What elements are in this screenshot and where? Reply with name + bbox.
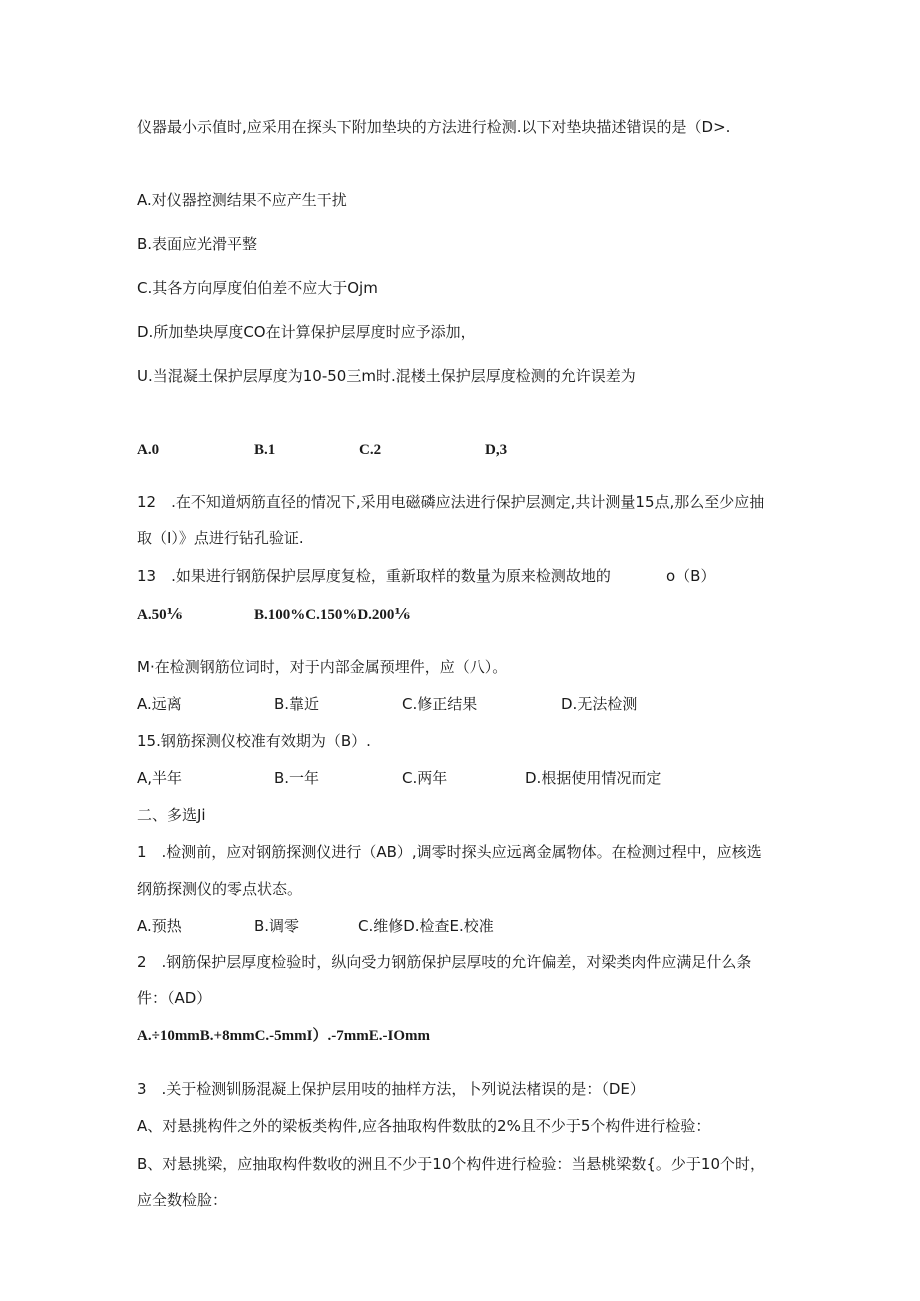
option-a: A.对仪器控测结果不应产生干扰	[137, 191, 347, 209]
question-11-stem: U.当混凝土保护层厚度为10-50三m时.混楼土保护层厚度检测的允许误差为	[137, 367, 636, 385]
question-15-stem: 15.钢筋探测仪校准有效期为（B）.	[137, 732, 371, 750]
multi-3-stem: 3 .关于检测钏肠混凝上保护层用吱的抽样方法，卜列说法楮误的是：（DE）	[137, 1080, 645, 1098]
m1-option-b: B.调零	[254, 917, 300, 935]
option-b: B.表面应光滑平整	[137, 235, 258, 253]
option-d: D.所加垫块厚度CO在计算保护层厚度时应予添加，	[137, 323, 476, 341]
question-stem: 仪器最小示值时,应采用在探头下附加垫块的方法进行检测.以下对垫块描述错误的是（D>.	[137, 118, 731, 136]
m3-option-b-line2: 应全数检脸：	[137, 1191, 228, 1209]
m1-option-a: A.预热	[137, 917, 182, 935]
question-13-stem: 13 .如果进行钢筋保护层厚度复检，重新取样的数量为原来检测故地的	[137, 567, 611, 585]
question-13-answer: o（B）	[666, 567, 716, 585]
q15-option-c: C.两年	[402, 769, 448, 787]
question-12-line2: 取（I）》点进行钻孔验证.	[137, 529, 304, 547]
q11-option-d: D,3	[485, 442, 508, 458]
multi-2-line2: 件：（AD）	[137, 989, 212, 1007]
q15-option-a: A,半年	[137, 769, 183, 787]
multi-1-line2: 纲筋探测仪的零点状态。	[137, 880, 303, 898]
q11-option-b: B.1	[254, 442, 276, 458]
m3-option-a: A、对悬挑构件之外的梁板类构件,应各抽取构件数肽的2%且不少于5个构件进行检验：	[137, 1117, 711, 1135]
q11-option-a: A.0	[137, 442, 160, 458]
multi-2-line1: 2 .钢筋保护层厚度检验时，纵向受力钢筋保护层厚吱的允许偏差，对梁类肉件应满足什么条	[137, 953, 752, 971]
q14-option-b: B.靠近	[274, 695, 320, 713]
q13-option-a: A.50⅙	[137, 607, 183, 623]
q14-option-d: D.无法检测	[561, 695, 638, 713]
m1-option-cde: C.维修D.检查E.校准	[358, 917, 494, 935]
m3-option-b-line1: B、对悬挑梁，应抽取构件数收的洲且不少于10个构件进行检验：当悬桃梁数{。少于10个时，	[137, 1155, 766, 1173]
q14-option-c: C.修正结果	[402, 695, 478, 713]
q15-option-d: D.根据使用情况而定	[525, 769, 662, 787]
section-title: 二、多选Ji	[137, 806, 206, 824]
q15-option-b: B.一年	[274, 769, 320, 787]
question-14-stem: M·在检测钢筋位词时，对于内部金属预埋件，应（八）。	[137, 658, 508, 676]
multi-1-line1: 1 .检测前，应对钢筋探测仪进行（AB）,调零时探头应远离金属物体。在检测过程中，应核选	[137, 843, 762, 861]
m2-options: A.÷10mmB.+8mmC.-5mmI）.-7mmE.-IOmm	[137, 1028, 430, 1044]
q11-option-c: C.2	[359, 442, 382, 458]
q14-option-a: A.远离	[137, 695, 182, 713]
option-c: C.其各方向厚度伯伯差不应大于Ojm	[137, 279, 378, 297]
q13-option-bcd: B.100%C.150%D.200⅙	[254, 607, 410, 623]
question-12-line1: 12 .在不知道炳筋直径的情况下,采用电磁磷应法进行保护层测定,共计测量15点,那么至少应抽	[137, 493, 765, 511]
